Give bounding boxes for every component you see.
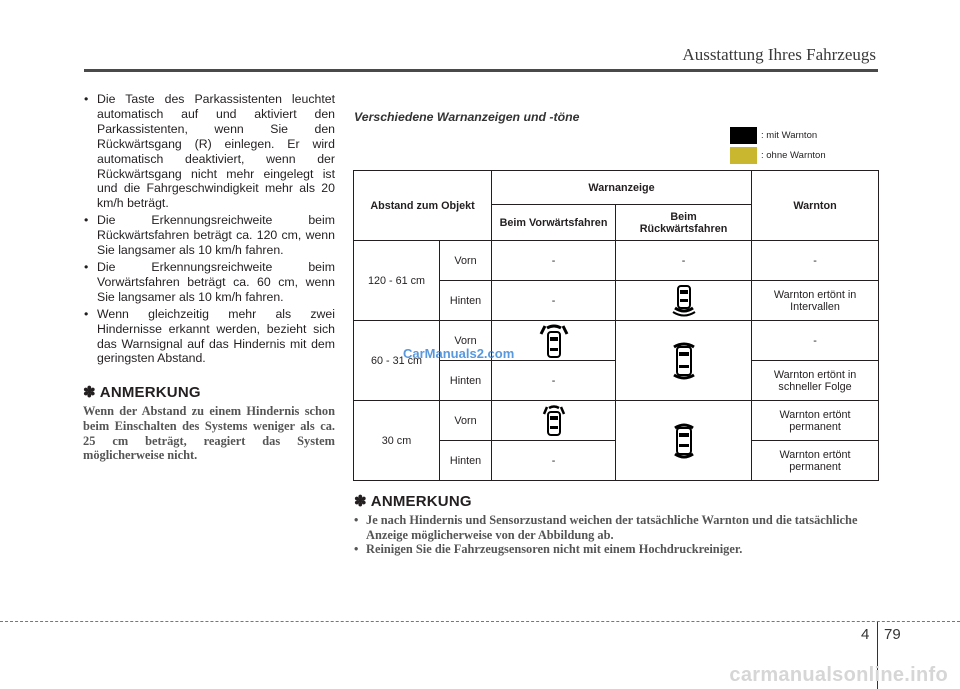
list-item: • Je nach Hindernis und Sensorzustand weichen der tatsächliche Warnton und die tatsächliche Anzeige möglicherweise von der Abbildung ab.	[354, 513, 884, 542]
legend-item	[730, 127, 826, 144]
tone-cell: -	[752, 321, 879, 361]
tone-cell	[752, 281, 879, 321]
section-title: Ausstattung Ihres Fahrzeugs	[682, 45, 876, 64]
left-column	[83, 92, 335, 463]
car-front-sensor-icon	[537, 322, 571, 360]
page-number: 79	[884, 626, 901, 643]
forward-cell: -	[492, 441, 616, 481]
legend	[730, 127, 826, 167]
distance-cell: 60 - 31 cm	[354, 321, 440, 401]
footer-divider	[0, 621, 960, 622]
position-cell: Vorn	[440, 241, 492, 281]
note-heading-label: ANMERKUNG	[370, 493, 472, 510]
header-forward: Beim Vorwärtsfahren	[492, 205, 616, 241]
site-watermark: carmanualsonline.info	[729, 664, 948, 686]
note-heading	[83, 383, 335, 401]
distance-cell: 120 - 61 cm	[354, 241, 440, 321]
reverse-icon-cell	[616, 321, 752, 401]
legend-item	[730, 147, 826, 164]
car-rear-sensor-icon	[671, 284, 697, 318]
list-item: • Wenn gleichzeitig mehr als zwei Hindernisse erkannt werden, bezieht sich das Warnsignal auf das Hindernis mit dem geringsten Abstand.	[83, 307, 335, 367]
note-star-icon: ✽	[83, 384, 96, 402]
forward-cell: -	[492, 361, 616, 401]
list-item: • Reinigen Sie die Fahrzeugsensoren nicht mit einem Hochdruckreiniger.	[354, 542, 884, 557]
list-item: • Die Taste des Parkassistenten leuchtet automatisch auf und aktiviert den Parkassistenten, wenn Sie den Rückwärtsgang (R) einlegen. Er wird automatisch deaktiviert, wenn der Rückwärtsgang nicht mehr eingelegt ist und die Fahrgeschwindigkeit mehr als 20 km/h beträgt.	[83, 92, 335, 211]
note-star-icon: ✽	[354, 493, 367, 510]
legend-label: : ohne Warnton	[761, 150, 826, 161]
car-front-sensor-icon	[541, 404, 567, 438]
header-tone: Warnton	[752, 171, 879, 241]
reverse-icon-cell	[616, 281, 752, 321]
watermark-text: CarManuals2.com	[403, 346, 515, 361]
tone-text: Warnton ertönt in Intervallen	[773, 288, 857, 313]
legend-swatch-black	[730, 127, 757, 144]
note-text: Wenn der Abstand zu einem Hindernis schon beim Einschalten des Systems weniger als ca. 25 cm beträgt, reagiert das System möglicherweise nicht.	[83, 404, 335, 463]
position-cell: Hinten	[440, 361, 492, 401]
tone-cell	[752, 441, 879, 481]
table-title: Verschiedene Warnanzeigen und -töne	[354, 110, 580, 124]
chapter-number: 4	[861, 626, 870, 643]
tone-cell	[752, 401, 879, 441]
list-item: • Die Erkennungsreichweite beim Vorwärtsfahren beträgt ca. 60 cm, wenn Sie langsamer als 10 km/h fahren.	[83, 260, 335, 305]
reverse-icon-cell	[616, 401, 752, 481]
header-reverse	[616, 205, 752, 241]
tone-text: Warnton ertönt permanent	[779, 408, 851, 433]
tone-cell: -	[752, 241, 879, 281]
position-cell: Vorn	[440, 401, 492, 441]
header-indicator: Warnanzeige	[492, 171, 752, 205]
list-item: • Die Erkennungsreichweite beim Rückwärtsfahren beträgt ca. 120 cm, wenn Sie langsamer als 10 km/h fahren.	[83, 213, 335, 258]
position-cell: Hinten	[440, 441, 492, 481]
car-front-rear-sensor-icon	[669, 339, 699, 383]
header-divider	[84, 69, 878, 72]
header-distance: Abstand zum Objekt	[354, 171, 492, 241]
legend-label: : mit Warnton	[761, 130, 818, 141]
legend-swatch-yellow	[730, 147, 757, 164]
tone-text: Warnton ertönt permanent	[779, 448, 851, 473]
bottom-note	[354, 492, 884, 557]
bullet-list	[83, 92, 335, 366]
position-cell: Vorn	[440, 321, 492, 361]
note-heading-label: ANMERKUNG	[99, 384, 201, 402]
tone-text: Warnton ertönt in schneller Folge	[773, 368, 857, 393]
position-cell: Hinten	[440, 281, 492, 321]
note-heading	[354, 492, 884, 510]
warning-table	[353, 170, 879, 481]
forward-cell: -	[492, 281, 616, 321]
table-row	[354, 401, 879, 441]
tone-cell	[752, 361, 879, 401]
forward-cell: -	[492, 241, 616, 281]
forward-icon-cell	[492, 401, 616, 441]
note-list	[354, 513, 884, 557]
table-row	[354, 241, 879, 281]
distance-cell: 30 cm	[354, 401, 440, 481]
header-reverse-label: Beim Rückwärtsfahren	[639, 210, 728, 235]
car-front-rear-sensor-icon	[670, 420, 698, 462]
reverse-cell: -	[616, 241, 752, 281]
